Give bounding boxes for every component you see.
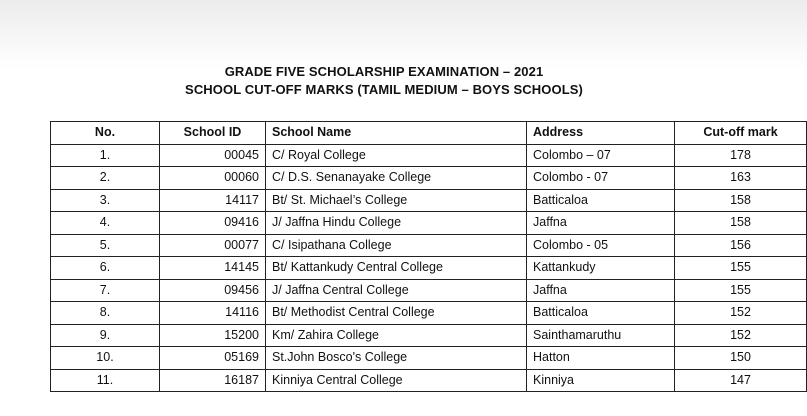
cell-address: Hatton	[527, 347, 675, 370]
cell-cutoff-mark: 150	[675, 347, 807, 370]
table-row	[51, 234, 807, 257]
table-row	[51, 167, 807, 190]
column-header-school-name: School Name	[266, 122, 527, 145]
cell-school-name: J/ Jaffna Central College	[266, 279, 527, 302]
cell-school-id: 14145	[160, 257, 266, 280]
cell-school-id: 14117	[160, 189, 266, 212]
document-subtitle: SCHOOL CUT-OFF MARKS (TAMIL MEDIUM – BOYS SCHOOLS)	[185, 82, 583, 97]
cell-school-name: Kinniya Central College	[266, 369, 527, 392]
cell-no: 11.	[51, 369, 160, 392]
cell-address: Colombo - 05	[527, 234, 675, 257]
cell-school-id: 16187	[160, 369, 266, 392]
cell-cutoff-mark: 158	[675, 189, 807, 212]
cell-no: 4.	[51, 212, 160, 235]
cutoff-marks-table	[50, 121, 807, 392]
column-header-no: No.	[51, 122, 160, 145]
table-row	[51, 144, 807, 167]
cell-cutoff-mark: 155	[675, 257, 807, 280]
cell-no: 6.	[51, 257, 160, 280]
cell-no: 3.	[51, 189, 160, 212]
column-header-cutoff-mark: Cut-off mark	[675, 122, 807, 145]
cell-cutoff-mark: 147	[675, 369, 807, 392]
cell-cutoff-mark: 178	[675, 144, 807, 167]
cell-cutoff-mark: 155	[675, 279, 807, 302]
cell-school-name: Bt/ St. Michael’s College	[266, 189, 527, 212]
cell-address: Kinniya	[527, 369, 675, 392]
table-row	[51, 189, 807, 212]
cell-school-name: C/ D.S. Senanayake College	[266, 167, 527, 190]
table-row	[51, 257, 807, 280]
cell-no: 8.	[51, 302, 160, 325]
cell-school-name: Bt/ Kattankudy Central College	[266, 257, 527, 280]
cell-school-name: C/ Royal College	[266, 144, 527, 167]
table-row	[51, 302, 807, 325]
table-row	[51, 369, 807, 392]
cell-school-name: Bt/ Methodist Central College	[266, 302, 527, 325]
cell-address: Batticaloa	[527, 302, 675, 325]
cell-cutoff-mark: 156	[675, 234, 807, 257]
cell-school-id: 09416	[160, 212, 266, 235]
cell-cutoff-mark: 152	[675, 302, 807, 325]
column-header-school-id: School ID	[160, 122, 266, 145]
cell-address: Colombo - 07	[527, 167, 675, 190]
cell-school-id: 00045	[160, 144, 266, 167]
table-header-row	[51, 122, 807, 145]
table-row	[51, 324, 807, 347]
cell-cutoff-mark: 158	[675, 212, 807, 235]
cell-school-id: 15200	[160, 324, 266, 347]
cell-address: Batticaloa	[527, 189, 675, 212]
table-row	[51, 212, 807, 235]
cell-no: 10.	[51, 347, 160, 370]
cell-school-name: Km/ Zahira College	[266, 324, 527, 347]
column-header-address: Address	[527, 122, 675, 145]
cell-address: Jaffna	[527, 212, 675, 235]
cell-school-id: 00060	[160, 167, 266, 190]
cell-no: 5.	[51, 234, 160, 257]
table-row	[51, 347, 807, 370]
cell-cutoff-mark: 163	[675, 167, 807, 190]
cell-address: Sainthamaruthu	[527, 324, 675, 347]
document-title: GRADE FIVE SCHOLARSHIP EXAMINATION – 2021	[224, 64, 544, 79]
cell-address: Colombo – 07	[527, 144, 675, 167]
cell-cutoff-mark: 152	[675, 324, 807, 347]
cell-school-id: 05169	[160, 347, 266, 370]
cell-no: 2.	[51, 167, 160, 190]
table-row	[51, 279, 807, 302]
cell-address: Kattankudy	[527, 257, 675, 280]
cell-no: 9.	[51, 324, 160, 347]
cell-school-name: St.John Bosco's College	[266, 347, 527, 370]
cell-address: Jaffna	[527, 279, 675, 302]
cell-school-id: 00077	[160, 234, 266, 257]
cell-school-name: J/ Jaffna Hindu College	[266, 212, 527, 235]
cell-school-id: 14116	[160, 302, 266, 325]
cell-no: 1.	[51, 144, 160, 167]
cell-no: 7.	[51, 279, 160, 302]
cell-school-id: 09456	[160, 279, 266, 302]
cell-school-name: C/ Isipathana College	[266, 234, 527, 257]
